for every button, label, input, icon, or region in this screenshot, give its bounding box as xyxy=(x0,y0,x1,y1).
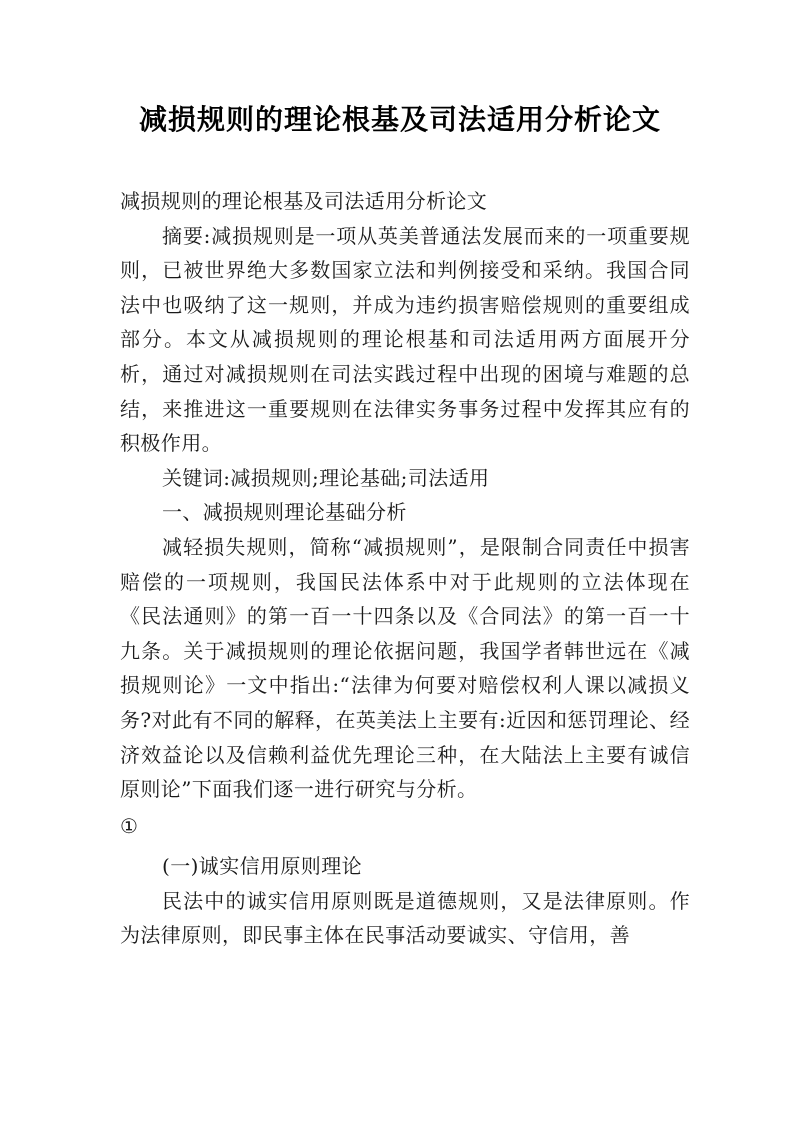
section-heading-1: 一、减损规则理论基础分析 xyxy=(162,500,407,525)
paragraph-abstract: 摘要:减损规则是一项从英美普通法发展而来的一项重要规则，已被世界绝大多数国家立法和判例接受和采纳。我国合同法中也吸纳了这一规则，并成为违约损害赔偿规则的重要组成部分。本文从减损规则的理论根基和司法适用两方面展开分析，通过对减损规则在司法实践过程中出现的困境与难题的总结，来推进这一重要规则在法律实务事务过程中发挥其应有的积极作用。 xyxy=(120,223,690,456)
paragraph-subsection-1: 民法中的诚实信用原则既是道德规则，又是法律原则。作为法律原则，即民事主体在民事活动要诚实、守信用，善 xyxy=(120,888,690,948)
document-title: 减损规则的理论根基及司法适用分析论文 xyxy=(138,103,661,136)
paragraph-keywords: 关键词:减损规则;理论基础;司法适用 xyxy=(162,465,490,490)
paragraph-subtitle: 减损规则的理论根基及司法适用分析论文 xyxy=(120,189,488,213)
subsection-heading-1: (一)诚实信用原则理论 xyxy=(162,854,363,879)
paragraph-section-1: 减轻损失规则，简称“减损规则”，是限制合同责任中损害赔偿的一项规则，我国民法体系中对于此规则的立法体现在《民法通则》的第一百一十四条以及《合同法》的第一百一十九条。关于减损规则的理论依据问题，我国学者韩世远在《减损规则论》一文中指出:“法律为何要对赔偿权利人课以减损义务?对此有不同的解释，在英美法上主要有:近因和惩罚理论、经济效益论以及信赖利益优先理论三种，在大陆法上主要有诚信原则论”下面我们逐一进行研究与分析。 xyxy=(120,534,690,802)
document-body xyxy=(120,184,690,953)
footnote-marker: ① xyxy=(120,813,139,838)
